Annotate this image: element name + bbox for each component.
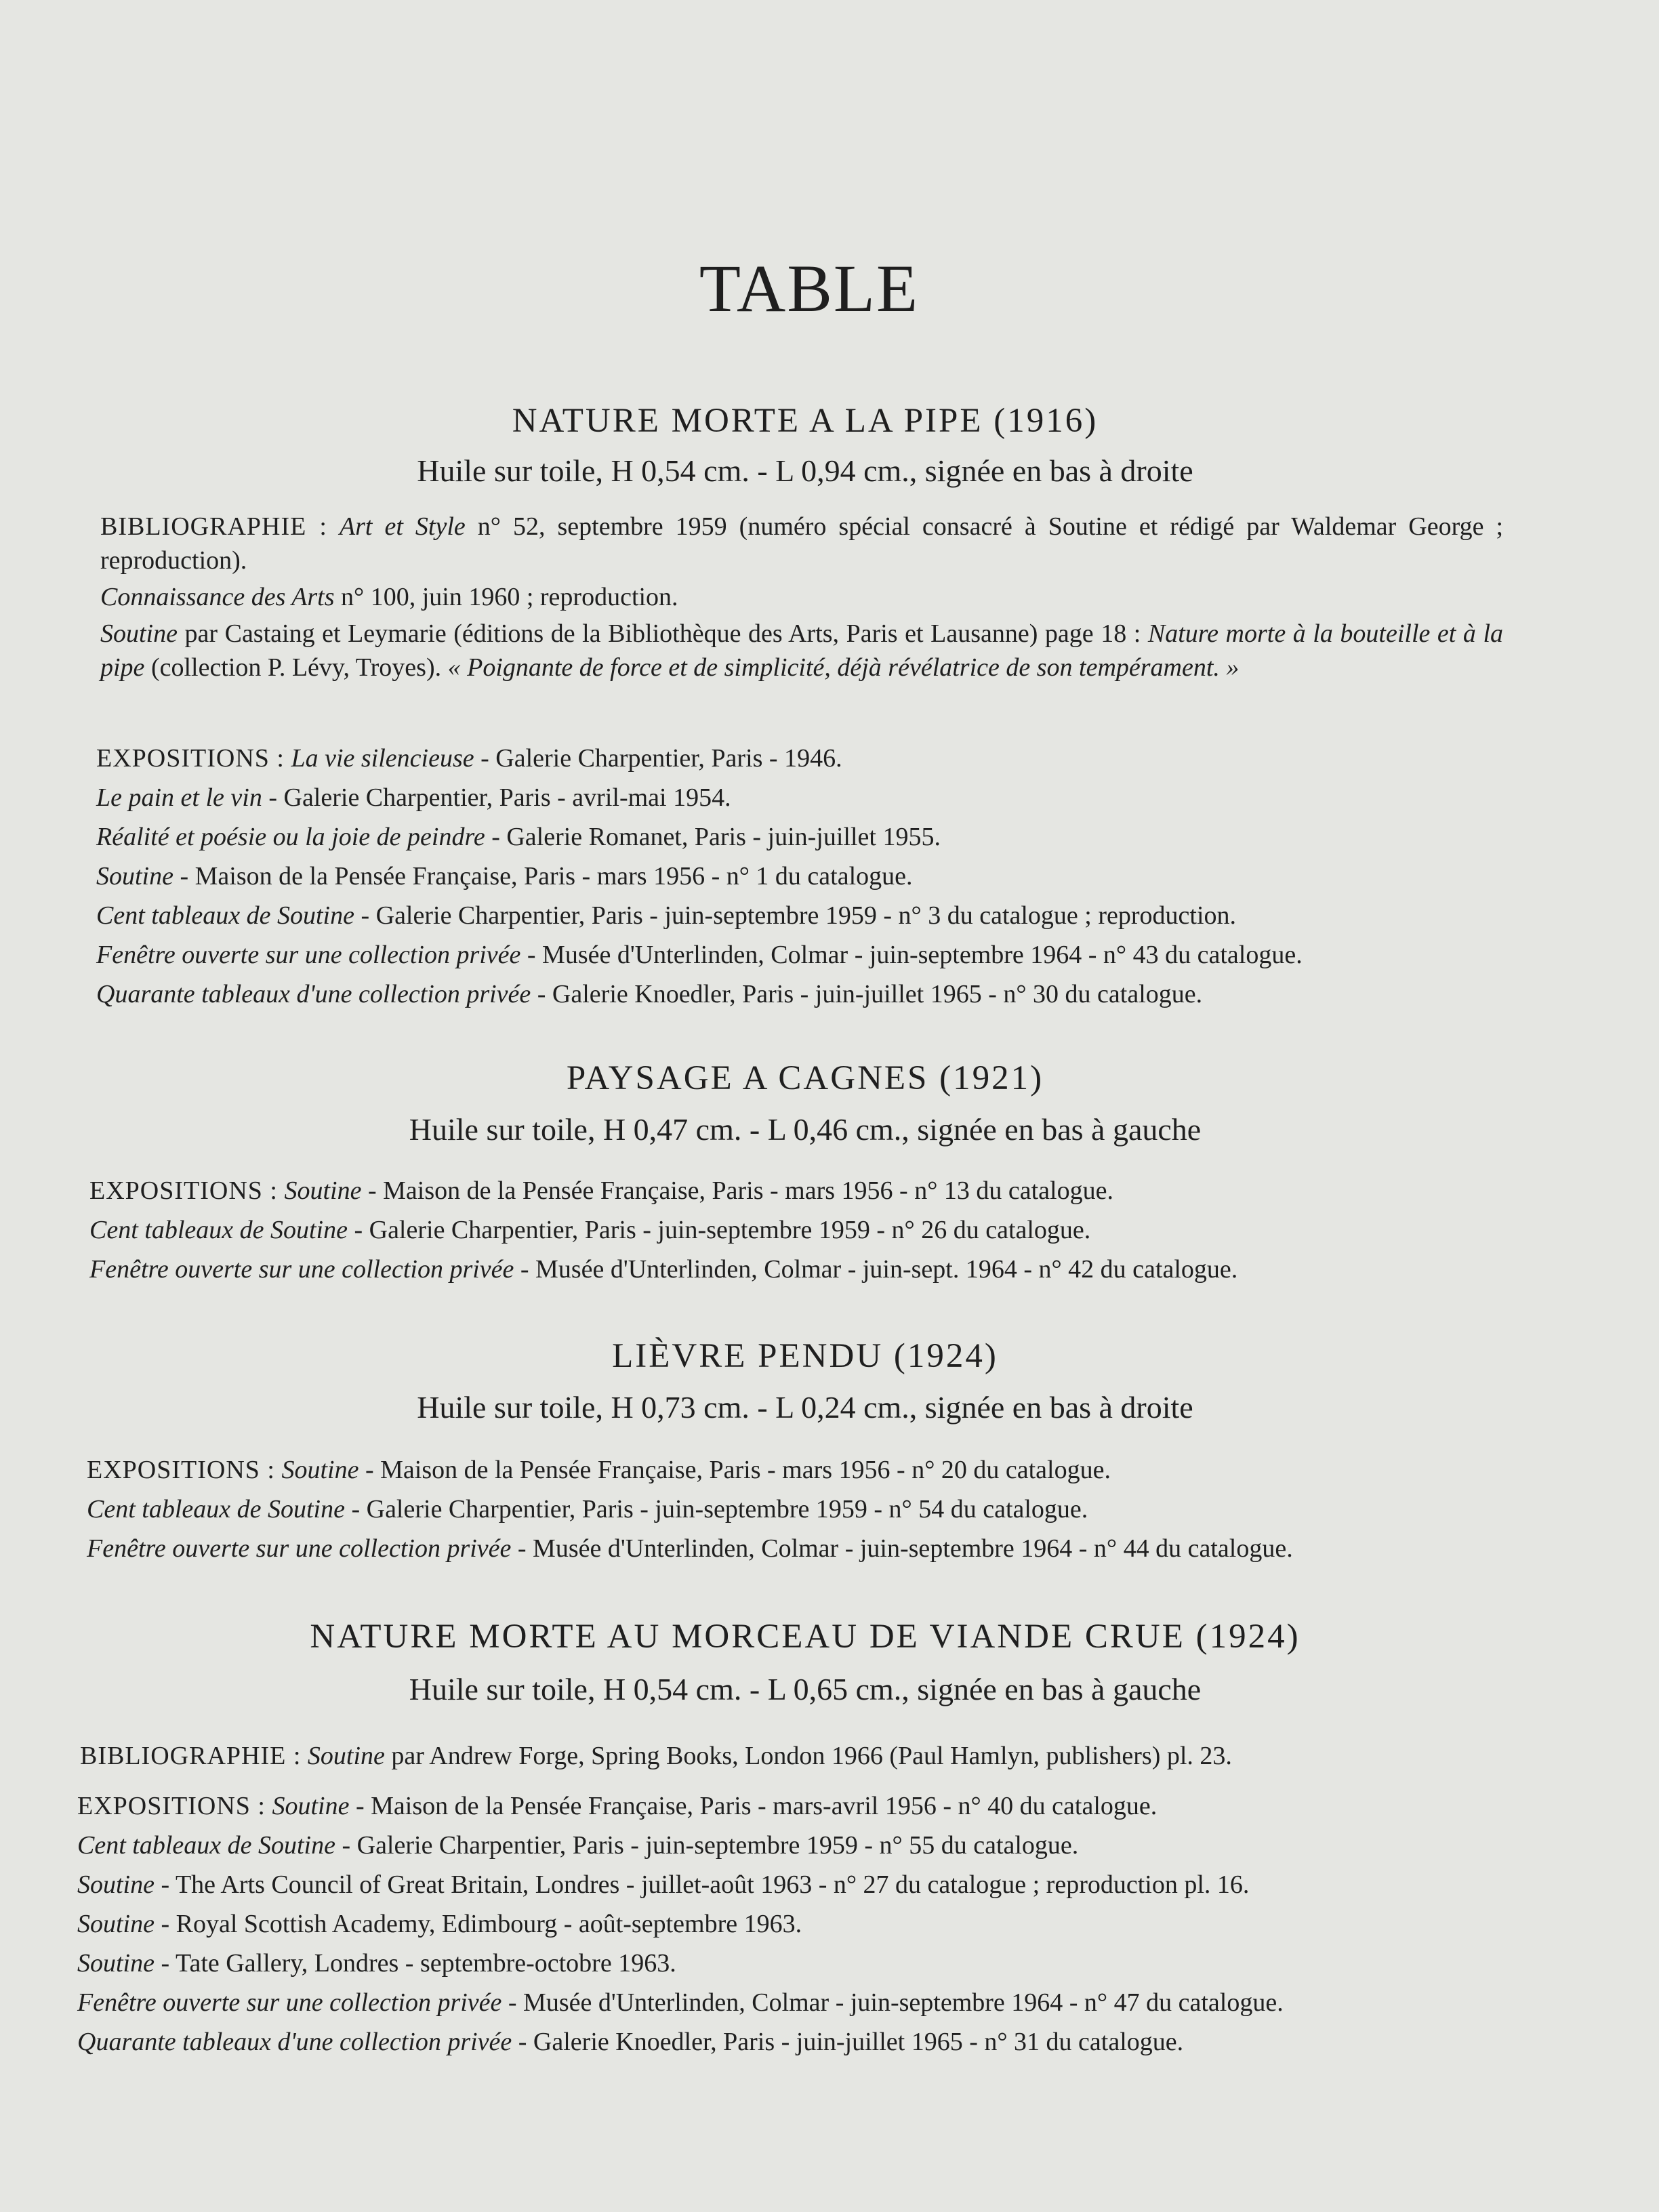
expositions-label: EXPOSITIONS : <box>89 1176 278 1205</box>
work-subtitle: Huile sur toile, H 0,54 cm. - L 0,65 cm., signée en bas à gauche <box>409 1672 1202 1706</box>
exhibition-title: Le pain et le vin <box>96 783 262 812</box>
book-title: Art et Style <box>339 512 466 541</box>
exhibition-title: La vie silencieuse <box>291 744 474 773</box>
exhibition-entry <box>96 896 1519 935</box>
exhibition-entry <box>77 2022 1500 2062</box>
entry-text: (collection P. Lévy, Troyes). <box>144 653 448 682</box>
work-subtitle: Huile sur toile, H 0,54 cm. - L 0,94 cm., signée en bas à droite <box>417 453 1193 488</box>
entry-text: - Galerie Charpentier, Paris - juin-septembre 1959 - n° 54 du catalogue. <box>344 1495 1088 1523</box>
work-heading: PAYSAGE A CAGNES (1921) <box>566 1059 1044 1097</box>
exhibition-entry <box>77 1786 1500 1826</box>
work-subtitle: Huile sur toile, H 0,73 cm. - L 0,24 cm., signée en bas à droite <box>417 1390 1193 1425</box>
entry-text: - Musée d'Unterlinden, Colmar - juin-septembre 1964 - n° 47 du catalogue. <box>501 1988 1284 2017</box>
bibliography-entry <box>100 617 1503 684</box>
exhibition-title: Cent tableaux de Soutine <box>87 1495 345 1523</box>
entry-text: - Galerie Charpentier, Paris - avril-mai 1954. <box>262 783 731 812</box>
book-title: Soutine <box>100 619 178 648</box>
exhibition-title: Fenêtre ouverte sur une collection privée <box>89 1255 514 1284</box>
bibliographie-label: BIBLIOGRAPHIE : <box>100 512 327 541</box>
expositions-section <box>87 1450 1510 1568</box>
entry-text: - Galerie Knoedler, Paris - juin-juillet 1965 - n° 30 du catalogue. <box>531 980 1203 1008</box>
bibliography-entry <box>80 1736 1503 1776</box>
exhibition-entry <box>96 857 1519 896</box>
expositions-label: EXPOSITIONS : <box>87 1456 275 1484</box>
exhibition-entry <box>96 817 1519 857</box>
book-title: Soutine <box>307 1742 385 1770</box>
bibliography-entry <box>100 510 1503 577</box>
exhibition-entry <box>87 1450 1510 1490</box>
exhibition-title: Soutine <box>272 1792 350 1820</box>
exhibition-title: Soutine <box>281 1456 359 1484</box>
entry-text: - Galerie Romanet, Paris - juin-juillet 1955. <box>485 823 941 851</box>
exhibition-title: Réalité et poésie ou la joie de peindre <box>96 823 485 851</box>
exhibition-title: Fenêtre ouverte sur une collection privée <box>77 1988 502 2017</box>
exhibition-title: Quarante tableaux d'une collection privée <box>77 2028 512 2056</box>
work-heading: NATURE MORTE A LA PIPE (1916) <box>512 402 1099 440</box>
entry-text: - Galerie Charpentier, Paris - juin-septembre 1959 - n° 3 du catalogue ; reproduction. <box>354 901 1237 930</box>
entry-text: - Galerie Charpentier, Paris - 1946. <box>474 744 842 773</box>
exhibition-title: Fenêtre ouverte sur une collection privée <box>87 1534 512 1563</box>
work-heading: LIÈVRE PENDU (1924) <box>612 1337 998 1375</box>
exhibition-title: Soutine <box>96 862 173 890</box>
quote-text: « Poignante de force et de simplicité, déjà révélatrice de son tempérament. » <box>447 653 1240 682</box>
entry-text: - Maison de la Pensée Française, Paris - mars 1956 - n° 1 du catalogue. <box>173 862 913 890</box>
exhibition-title: Cent tableaux de Soutine <box>89 1216 348 1244</box>
exhibition-entry <box>89 1171 1513 1210</box>
exhibition-entry <box>87 1490 1510 1529</box>
entry-text: - Maison de la Pensée Française, Paris - mars 1956 - n° 13 du catalogue. <box>361 1176 1113 1205</box>
entry-text: - Galerie Charpentier, Paris - juin-septembre 1959 - n° 26 du catalogue. <box>347 1216 1091 1244</box>
work-title: Nature morte à la bouteille et à la pipe <box>100 619 1503 682</box>
exhibition-entry <box>77 1904 1500 1944</box>
entry-text: - The Arts Council of Great Britain, Londres - juillet-août 1963 - n° 27 du catalogue ; reproduction pl. 16. <box>154 1870 1250 1899</box>
page-title: TABLE <box>699 251 920 326</box>
exhibition-entry <box>77 1983 1500 2022</box>
exhibition-entry <box>89 1250 1513 1289</box>
entry-text: - Maison de la Pensée Française, Paris - mars-avril 1956 - n° 40 du catalogue. <box>349 1792 1158 1820</box>
bibliography-entry <box>100 577 1503 617</box>
entry-text: - Galerie Charpentier, Paris - juin-septembre 1959 - n° 55 du catalogue. <box>335 1831 1079 1860</box>
exhibition-title: Cent tableaux de Soutine <box>96 901 354 930</box>
expositions-section <box>89 1171 1513 1289</box>
entry-text: n° 100, juin 1960 ; reproduction. <box>334 583 678 611</box>
exhibition-entry <box>77 1826 1500 1865</box>
entry-text: - Maison de la Pensée Française, Paris - mars 1956 - n° 20 du catalogue. <box>359 1456 1111 1484</box>
exhibition-title: Soutine <box>77 1870 155 1899</box>
exhibition-title: Cent tableaux de Soutine <box>77 1831 335 1860</box>
exhibition-title: Soutine <box>77 1949 155 1978</box>
entry-text: par Castaing et Leymarie (éditions de la Bibliothèque des Arts, Paris et Lausanne) page 18 : <box>177 619 1148 648</box>
exhibition-entry <box>77 1944 1500 1983</box>
exhibition-entry <box>96 739 1519 778</box>
entry-text: - Tate Gallery, Londres - septembre-octobre 1963. <box>154 1949 676 1978</box>
exhibition-entry <box>96 778 1519 817</box>
work-heading: NATURE MORTE AU MORCEAU DE VIANDE CRUE (1924) <box>310 1618 1300 1656</box>
exhibition-entry <box>89 1210 1513 1250</box>
entry-text: - Royal Scottish Academy, Edimbourg - août-septembre 1963. <box>154 1910 802 1938</box>
exhibition-entry <box>87 1529 1510 1568</box>
expositions-section <box>77 1786 1500 2062</box>
exhibition-title: Soutine <box>77 1910 155 1938</box>
entry-text: n° 52, septembre 1959 (numéro spécial consacré à Soutine et rédigé par Waldemar George ; reproduction). <box>100 512 1503 575</box>
entry-text: - Musée d'Unterlinden, Colmar - juin-septembre 1964 - n° 44 du catalogue. <box>511 1534 1293 1563</box>
expositions-section <box>96 739 1519 1014</box>
entry-text: par Andrew Forge, Spring Books, London 1966 (Paul Hamlyn, publishers) pl. 23. <box>384 1742 1232 1770</box>
exhibition-title: Fenêtre ouverte sur une collection privée <box>96 941 521 969</box>
entry-text: - Musée d'Unterlinden, Colmar - juin-sept. 1964 - n° 42 du catalogue. <box>514 1255 1238 1284</box>
work-subtitle: Huile sur toile, H 0,47 cm. - L 0,46 cm., signée en bas à gauche <box>409 1112 1202 1147</box>
exhibition-entry <box>77 1865 1500 1904</box>
expositions-label: EXPOSITIONS : <box>77 1792 266 1820</box>
exhibition-title: Quarante tableaux d'une collection privée <box>96 980 531 1008</box>
exhibition-entry <box>96 975 1519 1014</box>
bibliographie-section <box>80 1736 1503 1776</box>
entry-text: - Galerie Knoedler, Paris - juin-juillet 1965 - n° 31 du catalogue. <box>512 2028 1184 2056</box>
exhibition-entry <box>96 935 1519 975</box>
book-title: Connaissance des Arts <box>100 583 335 611</box>
exhibition-title: Soutine <box>284 1176 362 1205</box>
bibliographie-label: BIBLIOGRAPHIE : <box>80 1742 302 1770</box>
expositions-label: EXPOSITIONS : <box>96 744 285 773</box>
entry-text: - Musée d'Unterlinden, Colmar - juin-septembre 1964 - n° 43 du catalogue. <box>520 941 1303 969</box>
bibliographie-section <box>100 510 1503 684</box>
